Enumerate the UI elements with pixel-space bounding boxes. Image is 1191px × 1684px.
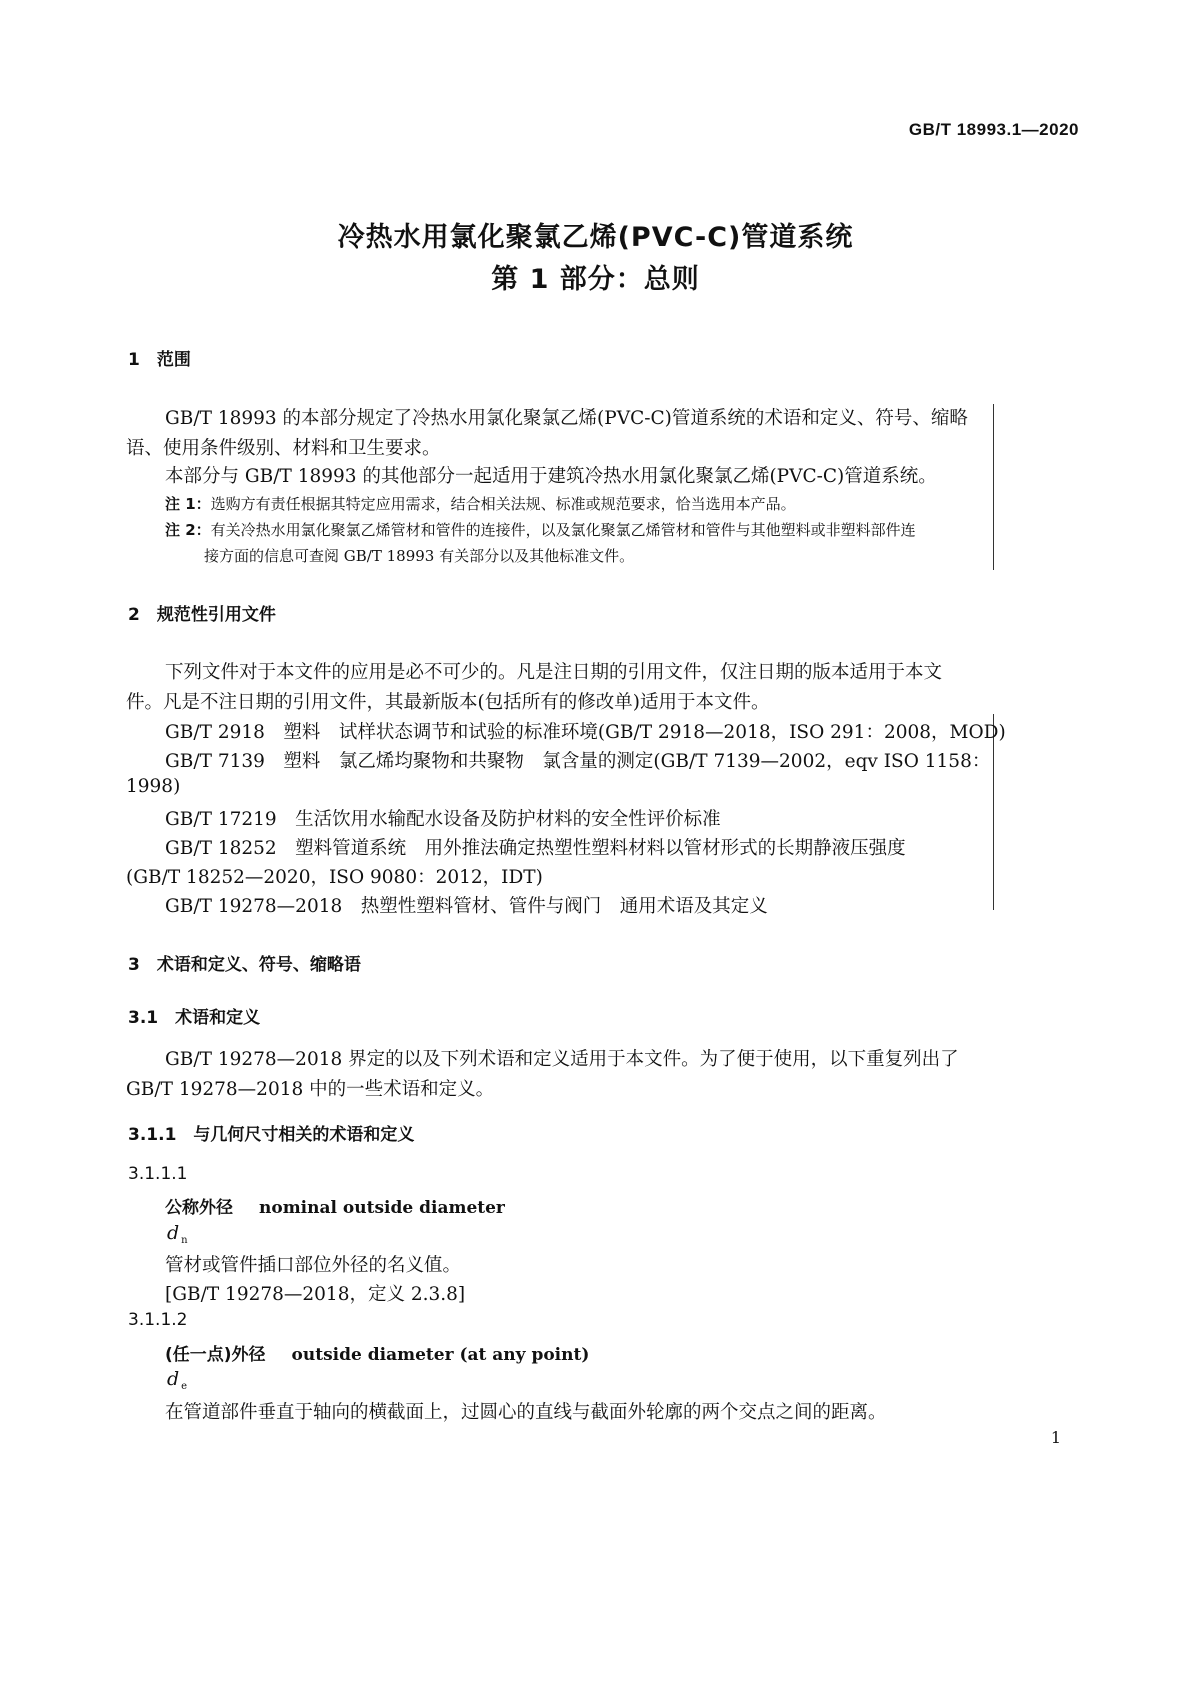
term-chinese: 公称外径: [165, 1198, 233, 1218]
term-number: 3.1.1.2: [128, 1310, 188, 1330]
term-symbol: d $_n$: [167, 1222, 188, 1246]
standard-number: GB/T 18993.1—2020: [908, 120, 1079, 139]
paragraph: 下列文件对于本文件的应用是必不可少的。凡是注日期的引用文件，仅注日期的版本适用于本文: [165, 662, 943, 683]
term-heading: [165, 1340, 589, 1365]
note-text: 选购方有责任根据其特定应用需求，结合相关法规、标准或规范要求，恰当选用本产品。: [210, 495, 796, 513]
paragraph: 本部分与 GB/T 18993 的其他部分一起适用于建筑冷热水用氯化聚氯乙烯(PVC-C)管道系统。: [165, 466, 937, 487]
term-symbol: d $_e$: [167, 1368, 188, 1392]
reference-item: GB/T 18252 塑料管道系统 用外推法确定热塑性塑料材料以管材形式的长期静液压强度: [165, 838, 906, 859]
note-label: 注 2：: [165, 521, 211, 539]
term-heading: [165, 1193, 505, 1218]
reference-item: GB/T 17219 生活饮用水输配水设备及防护材料的安全性评价标准: [165, 809, 721, 830]
note-1: [165, 493, 796, 514]
term-english: nominal outside diameter: [259, 1198, 505, 1218]
note-text: 有关冷热水用氯化聚氯乙烯管材和管件的连接件，以及氯化聚氯乙烯管材和管件与其他塑料或非塑料部件连: [210, 521, 916, 539]
paragraph: 件。凡是不注日期的引用文件，其最新版本(包括所有的修改单)适用于本文件。: [126, 692, 770, 713]
paragraph: GB/T 18993 的本部分规定了冷热水用氯化聚氯乙烯(PVC-C)管道系统的术语和定义、符号、缩略: [165, 408, 968, 429]
paragraph: GB/T 19278—2018 中的一些术语和定义。: [126, 1079, 495, 1100]
reference-item: GB/T 19278—2018 热塑性塑料管材、管件与阀门 通用术语及其定义: [165, 896, 768, 917]
section-1-heading: 1 范围: [128, 350, 191, 370]
reference-item: GB/T 7139 塑料 氯乙烯均聚物和共聚物 氯含量的测定(GB/T 7139—2002，eqv ISO 1158：: [165, 751, 991, 772]
section-3-1-1-heading: 3.1.1 与几何尺寸相关的术语和定义: [128, 1125, 415, 1145]
section-3-1-heading: 3.1 术语和定义: [128, 1008, 261, 1028]
term-source: [GB/T 19278—2018，定义 2.3.8]: [165, 1284, 466, 1305]
term-definition: 在管道部件垂直于轴向的横截面上，过圆心的直线与截面外轮廓的两个交点之间的距离。: [165, 1402, 887, 1423]
reference-item: GB/T 2918 塑料 试样状态调节和试验的标准环境(GB/T 2918—2018，ISO 291：2008，MOD): [165, 722, 1006, 743]
paragraph: 语、使用条件级别、材料和卫生要求。: [126, 438, 441, 459]
term-chinese: (任一点)外径: [165, 1345, 266, 1365]
note-2: [165, 519, 916, 540]
note-text: 接方面的信息可查阅 GB/T 18993 有关部分以及其他标准文件。: [204, 547, 635, 565]
note-label: 注 1：: [165, 495, 211, 513]
section-3-heading: 3 术语和定义、符号、缩略语: [128, 955, 361, 975]
change-bar: [993, 404, 994, 570]
paragraph: GB/T 19278—2018 界定的以及下列术语和定义适用于本文件。为了便于使用，以下重复列出了: [165, 1049, 959, 1070]
term-english: outside diameter (at any point): [291, 1345, 590, 1365]
term-definition: 管材或管件插口部位外径的名义值。: [165, 1255, 462, 1276]
section-2-heading: 2 规范性引用文件: [128, 605, 276, 625]
term-number: 3.1.1.1: [128, 1164, 188, 1184]
reference-item-cont: 1998): [126, 776, 181, 797]
document-title: 冷热水用氯化聚氯乙烯(PVC-C)管道系统: [337, 222, 854, 253]
page-number: 1: [1050, 1428, 1061, 1447]
document-subtitle: 第 1 部分：总则: [491, 264, 700, 295]
reference-item-cont: (GB/T 18252—2020，ISO 9080：2012，IDT): [126, 867, 543, 888]
